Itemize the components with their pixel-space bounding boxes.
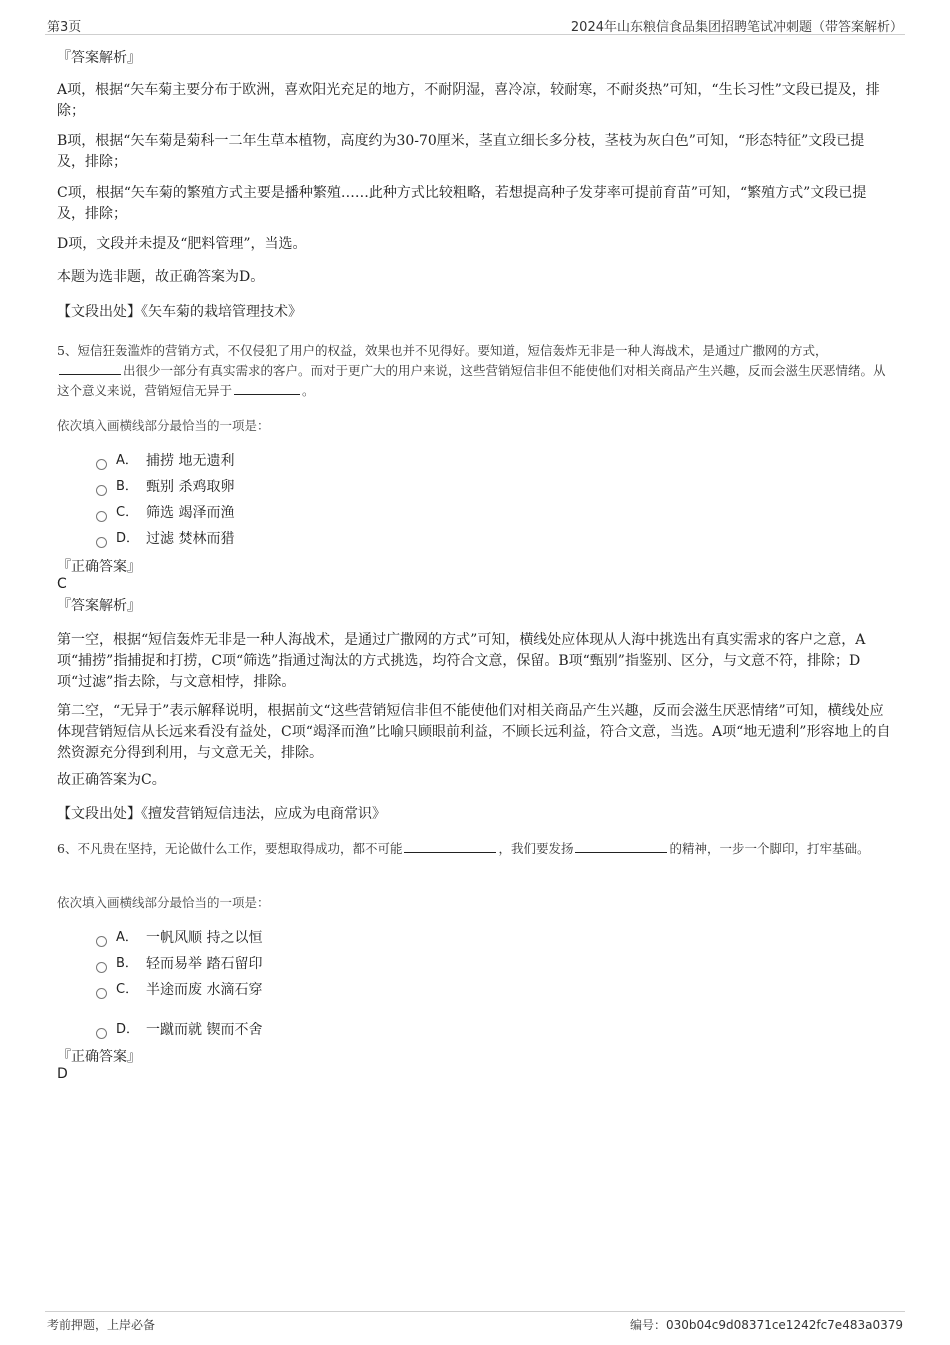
prev-source: 【文段出处】《矢车菊的栽培管理技术》 <box>57 304 302 320</box>
q5-correct-label: 『正确答案』 <box>57 559 141 575</box>
page-footer <box>45 1311 905 1334</box>
q5-option-c[interactable]: C． 筛选 竭泽而渔 <box>96 503 234 523</box>
q6-prompt: 依次填入画横线部分最恰当的一项是： <box>57 895 270 910</box>
prev-analysis-a: A项，根据“矢车菊主要分布于欧洲，喜欢阳光充足的地方，不耐阴湿，喜冷凉，较耐寒，不耐炎热”可知，“生长习性”文段已提及，排除； <box>57 82 880 119</box>
q5-stem-part2: 出很少一部分有真实需求的客户。而对于更广大的用户来说，这些营销短信非但不能使他们对相关商品产生兴趣，反而会滋生厌恶情绪。从这个意义来说，营销短信无异于 <box>57 363 886 398</box>
document-title: 2024年山东粮信食品集团招聘笔试冲刺题（带答案解析） <box>570 20 903 35</box>
document-code: 编号：030b04c9d08371ce1242fc7e483a0379 <box>630 1318 903 1332</box>
prev-analysis-b: B项，根据“矢车菊是菊科一二年生草本植物，高度约为30-70厘米，茎直立细长多分枝，茎枝为灰白色”可知，“形态特征”文段已提及，排除； <box>57 133 865 170</box>
q5-correct-answer: C <box>57 576 67 592</box>
prev-analysis-label: 『答案解析』 <box>57 50 141 66</box>
q6-stem-part1: 6、不凡贵在坚持，无论做什么工作，要想取得成功，都不可能 <box>57 841 403 856</box>
q5-option-b[interactable]: B． 甄别 杀鸡取卵 <box>96 477 234 497</box>
q5-stem-part3: 。 <box>302 383 315 398</box>
q5-option-a[interactable]: A． 捕捞 地无遗利 <box>96 451 234 471</box>
q5-analysis-1: 第一空，根据“短信轰炸无非是一种人海战术，是通过广撒网的方式”可知，横线处应体现从人海中挑选出有真实需求的客户之意，A项“捕捞”指捕捉和打捞，C项“筛选”指通过淘汰的方式挑选，均符合文意，保留。B项“甄别”指鉴别、区分，与文意不符，排除；D项“过滤”指去除，与文意相悖，排除。 <box>57 632 866 690</box>
q6-stem-part3: 的精神，一步一个脚印，打牢基础。 <box>669 841 870 856</box>
prev-conclusion: 本题为选非题，故正确答案为D。 <box>57 269 265 285</box>
q6-option-a[interactable]: A． 一帆风顺 持之以恒 <box>96 928 262 948</box>
q5-blank-1 <box>59 362 121 375</box>
radio-icon[interactable] <box>96 1028 107 1039</box>
q5-prompt: 依次填入画横线部分最恰当的一项是： <box>57 418 270 433</box>
q5-option-d[interactable]: D． 过滤 焚林而猎 <box>96 529 234 549</box>
q6-option-c[interactable]: C． 半途而废 水滴石穿 <box>96 980 262 1000</box>
q6-stem <box>57 839 892 859</box>
q6-option-d[interactable]: D． 一蹴而就 锲而不舍 <box>96 1020 262 1040</box>
q5-conclusion: 故正确答案为C。 <box>57 772 166 788</box>
q6-correct-answer: D <box>57 1066 68 1082</box>
q5-analysis-label: 『答案解析』 <box>57 598 141 614</box>
q6-correct-label: 『正确答案』 <box>57 1049 141 1065</box>
q6-blank-2 <box>575 840 667 853</box>
q6-stem-part2: ，我们要发扬 <box>498 841 574 856</box>
radio-icon[interactable] <box>96 537 107 548</box>
footer-slogan: 考前押题，上岸必备 <box>47 1318 156 1332</box>
q5-stem <box>57 341 892 401</box>
radio-icon[interactable] <box>96 459 107 470</box>
q5-blank-2 <box>234 382 300 395</box>
q5-source: 【文段出处】《擅发营销短信违法，应成为电商常识》 <box>57 806 386 822</box>
page-number: 第3页 <box>47 20 82 35</box>
q6-blank-1 <box>404 840 496 853</box>
q6-option-b[interactable]: B． 轻而易举 踏石留印 <box>96 954 262 974</box>
radio-icon[interactable] <box>96 485 107 496</box>
prev-analysis-d: D项，文段并未提及“肥料管理”，当选。 <box>57 236 307 252</box>
page-header <box>45 14 905 35</box>
radio-icon[interactable] <box>96 962 107 973</box>
q5-analysis-2: 第二空，“无异于”表示解释说明，根据前文“这些营销短信非但不能使他们对相关商品产生兴趣，反而会滋生厌恶情绪”可知，横线处应体现营销短信从长远来看没有益处，C项“竭泽而渔”比喻只顾眼前利益，不顾长远利益，符合文意，当选。A项“地无遗利”形容地上的自然资源充分得到利用，与文意无关，排除。 <box>57 703 891 761</box>
radio-icon[interactable] <box>96 511 107 522</box>
radio-icon[interactable] <box>96 936 107 947</box>
radio-icon[interactable] <box>96 988 107 999</box>
q5-stem-part1: 5、短信狂轰滥炸的营销方式，不仅侵犯了用户的权益，效果也并不见得好。要知道，短信轰炸无非是一种人海战术，是通过广撒网的方式， <box>57 343 828 358</box>
prev-analysis-c: C项，根据“矢车菊的繁殖方式主要是播种繁殖……此种方式比较粗略，若想提高种子发芽率可提前育苗”可知，“繁殖方式”文段已提及，排除； <box>57 185 867 222</box>
